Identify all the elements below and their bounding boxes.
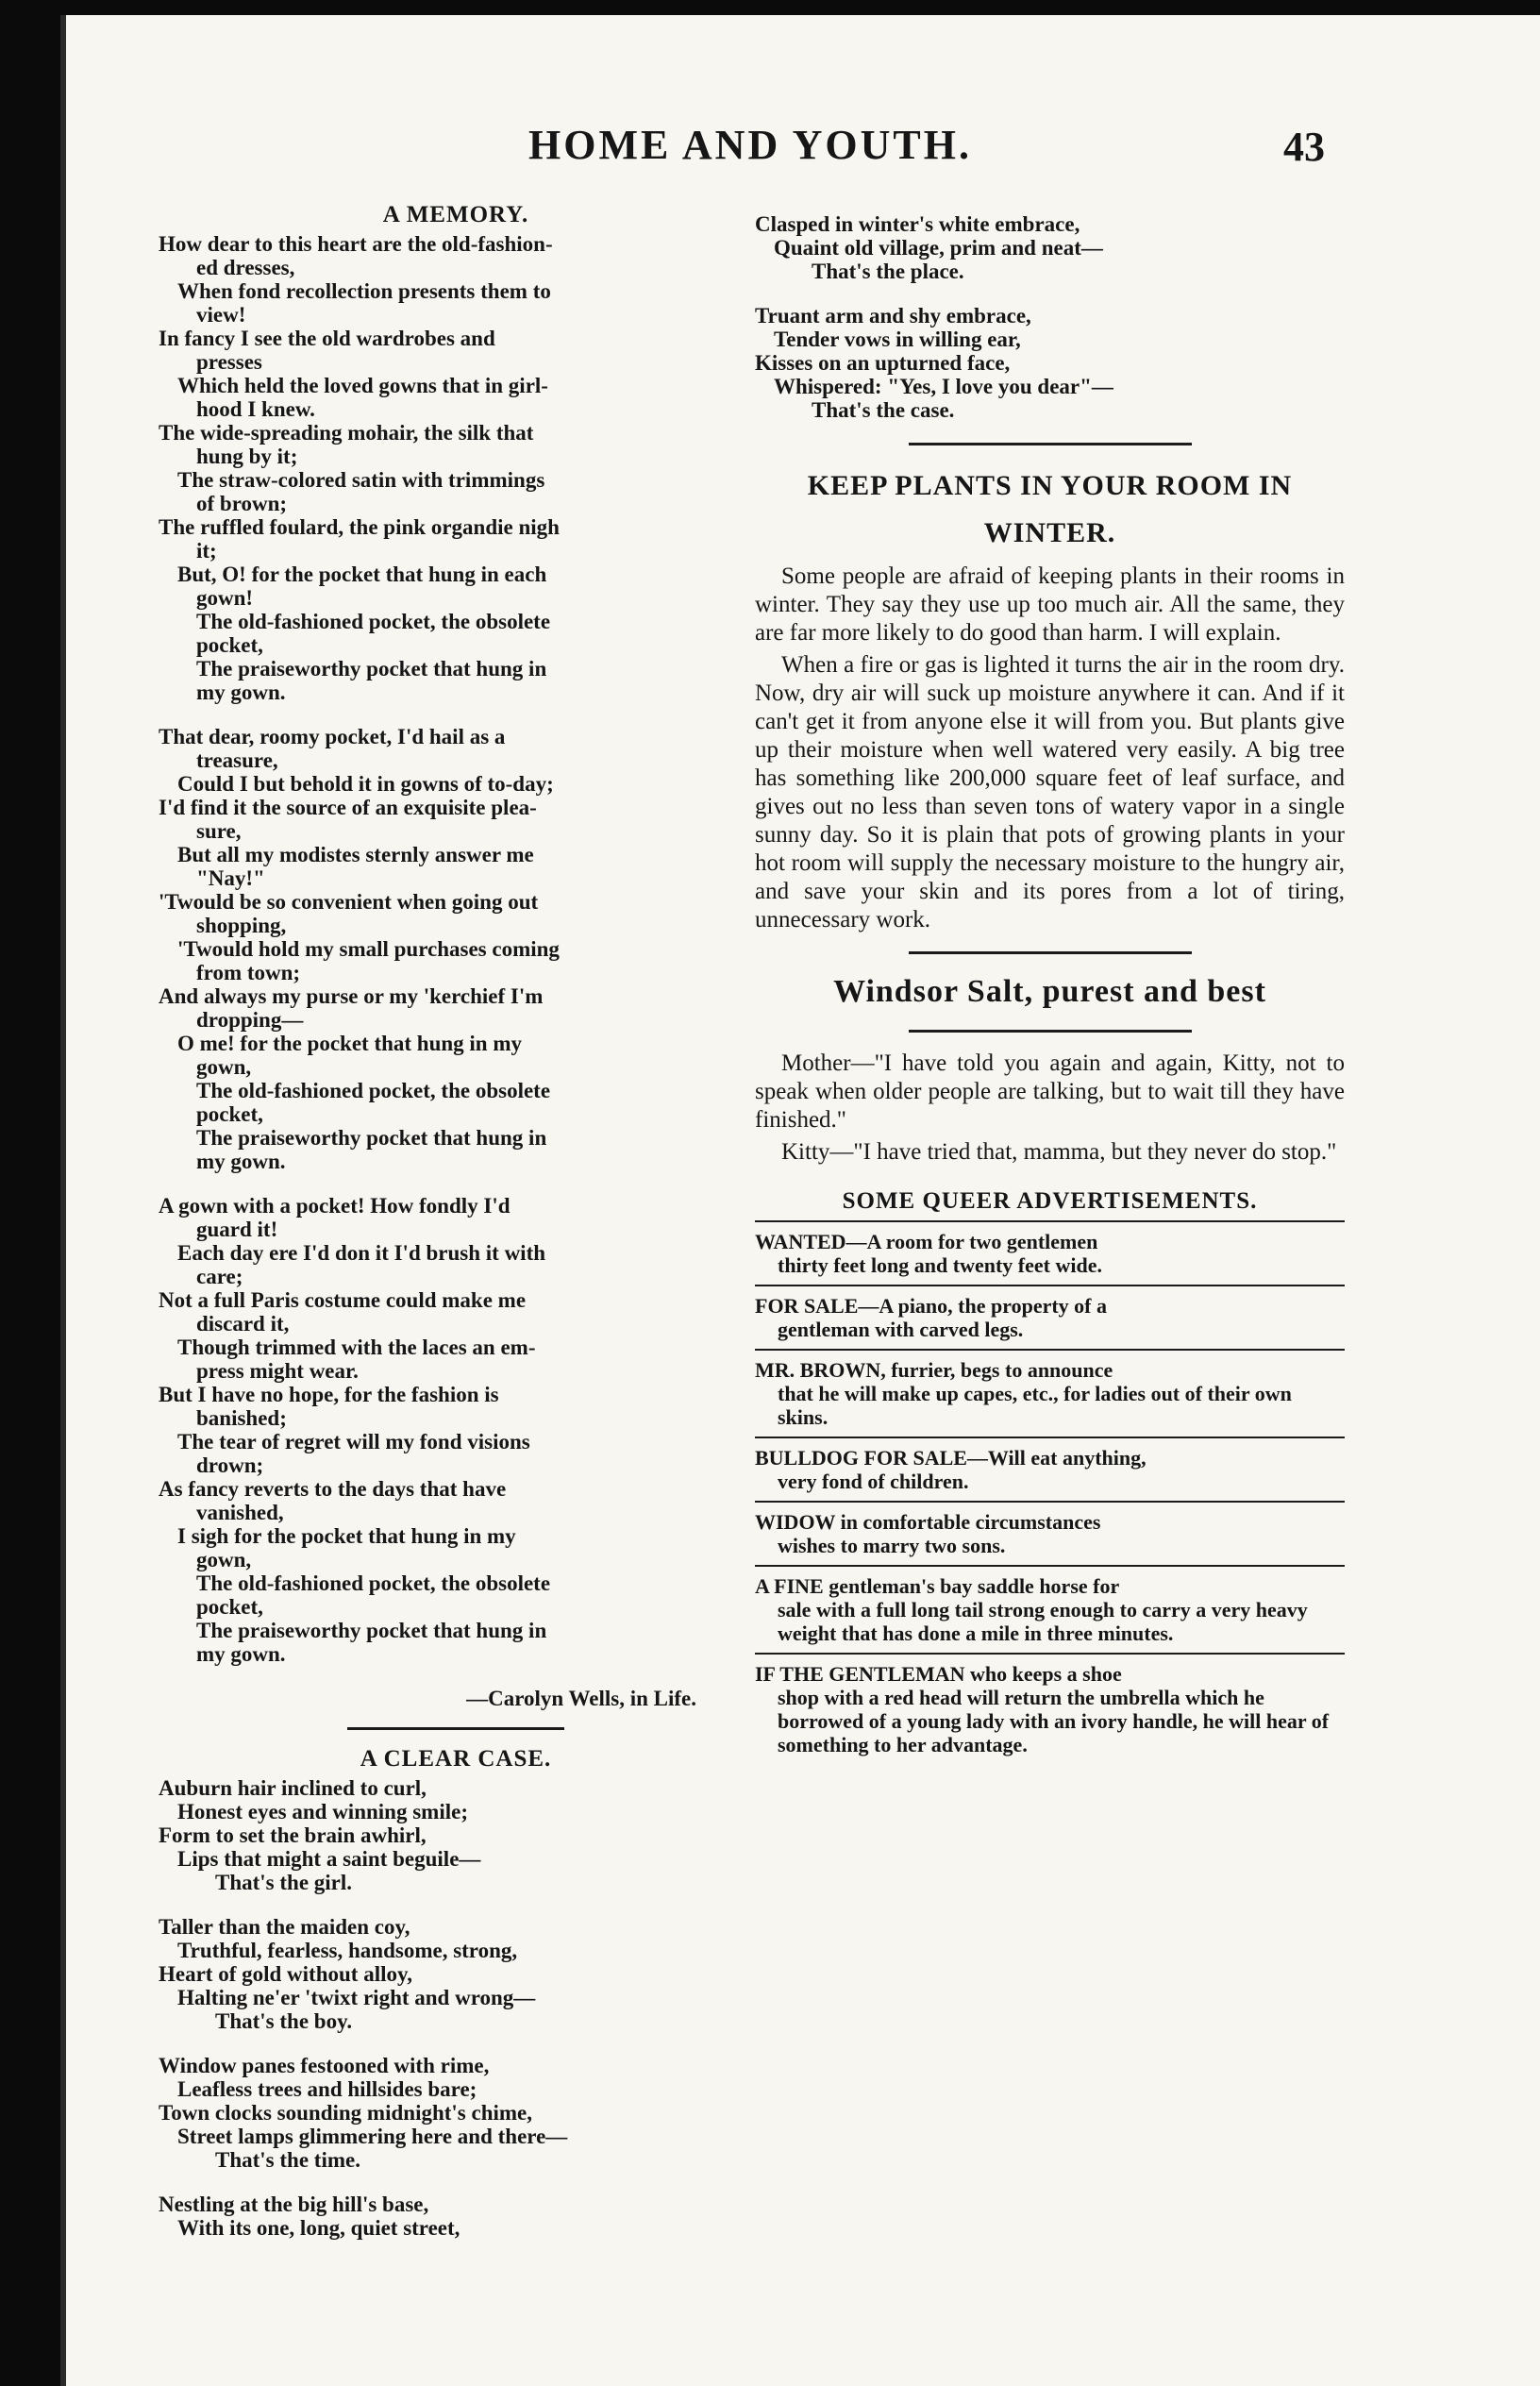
poem-line: Not a full Paris costume could make me — [159, 1288, 527, 1312]
ads-list — [755, 1220, 1345, 1756]
poem-line: Leafless trees and hillsides bare; — [177, 2077, 477, 2101]
poem-line: But all my modistes sternly answer me — [177, 843, 534, 866]
poem-line: from town; — [196, 961, 301, 984]
stanza — [159, 1776, 753, 1894]
page-number: 43 — [1283, 124, 1325, 170]
memory-attribution: —Carolyn Wells, in Life. — [466, 1687, 696, 1710]
poem-line: As fancy reverts to the days that have — [159, 1477, 507, 1501]
ad-item — [755, 1358, 1345, 1429]
ad-divider — [755, 1285, 1345, 1286]
ad-lead: WIDOW in comfortable circumstances — [755, 1510, 1101, 1534]
ad-body: wishes to marry two sons. — [778, 1534, 1006, 1557]
ad-lead: MR. BROWN, furrier, begs to announce — [755, 1358, 1113, 1382]
poem-line: Lips that might a saint beguile— — [177, 1847, 481, 1871]
clear-case-poem-continued — [755, 212, 1345, 422]
ad-lead: A FINE gentleman's bay saddle horse for — [755, 1574, 1120, 1598]
ad-divider — [755, 1501, 1345, 1503]
poem-line: And always my purse or my 'kerchief I'm — [159, 984, 544, 1008]
poem-line: Halting ne'er 'twixt right and wrong— — [177, 1986, 536, 2009]
poem-line: Though trimmed with the laces an em- — [177, 1336, 536, 1359]
poem-line: Honest eyes and winning smile; — [177, 1800, 468, 1823]
stanza — [159, 2054, 753, 2172]
ad-item — [755, 1446, 1345, 1493]
poem-line: In fancy I see the old wardrobes and — [159, 327, 495, 350]
ad-item — [755, 1294, 1345, 1341]
poem-line: That's the girl. — [215, 1871, 353, 1894]
plants-paragraph: When a fire or gas is lighted it turns the air in the room dry. Now, dry air will suck up moisture anywhere it can. And if it can't get it from anyone else it will from you. But plants give up their moisture when well watered very easily. A big tree has something like 200,000 square feet of leaf surface, and gives out no less than seven tons of watery vapor in a single sunny day. So it is plain that pots of growing plants in your hot room will supply the necessary moisture to the hungry air, and save your skin and its pores from a lot of tiring, unnecessary work. — [755, 652, 1345, 933]
ad-divider — [755, 1349, 1345, 1351]
poem-line: The tear of regret will my fond visions — [177, 1430, 530, 1453]
right-column — [755, 212, 1345, 1756]
ad-lead: FOR SALE—A piano, the property of a — [755, 1294, 1108, 1318]
page-binding-edge — [60, 15, 66, 2386]
poem-line: vanished, — [196, 1501, 284, 1524]
stanza — [159, 2193, 753, 2240]
poem-line: sure, — [196, 819, 242, 843]
poem-line: Nestling at the big hill's base, — [159, 2193, 429, 2216]
section-divider — [909, 1030, 1192, 1033]
poem-line: The old-fashioned pocket, the obsolete — [196, 610, 551, 633]
ad-item — [755, 1510, 1345, 1557]
poem-line: drown; — [196, 1453, 264, 1477]
kitty-anecdote — [755, 1050, 1345, 1167]
ad-item — [755, 1574, 1345, 1645]
poem-line: The straw-colored satin with trimmings — [177, 468, 545, 492]
ad-body: very fond of children. — [778, 1470, 969, 1493]
stanza — [159, 232, 753, 704]
poem-line: That's the boy. — [215, 2009, 353, 2033]
plants-article — [755, 563, 1345, 934]
stanza — [755, 304, 1345, 422]
poem-line: I sigh for the pocket that hung in my — [177, 1524, 516, 1548]
kitty-paragraph: Kitty—"I have tried that, mamma, but they never do stop." — [781, 1139, 1337, 1165]
memory-title: A MEMORY. — [382, 202, 529, 227]
poem-line: With its one, long, quiet street, — [177, 2216, 460, 2240]
poem-line: Whispered: "Yes, I love you dear"— — [774, 375, 1113, 398]
ad-lead: BULLDOG FOR SALE—Will eat anything, — [755, 1446, 1147, 1470]
poem-line: Town clocks sounding midnight's chime, — [159, 2101, 533, 2125]
plants-title-line2: WINTER. — [983, 517, 1116, 548]
poem-line: Taller than the maiden coy, — [159, 1915, 410, 1939]
poem-line: shopping, — [196, 914, 287, 937]
poem-line: banished; — [196, 1406, 287, 1430]
poem-line: A gown with a pocket! How fondly I'd — [159, 1194, 511, 1218]
poem-line: Window panes festooned with rime, — [159, 2054, 490, 2077]
poem-line: discard it, — [196, 1312, 290, 1336]
ad-lead: WANTED—A room for two gentlemen — [755, 1230, 1098, 1253]
poem-line: hung by it; — [196, 445, 298, 468]
poem-line: When fond recollection presents them to — [177, 279, 551, 303]
poem-line: my gown. — [196, 1642, 286, 1666]
windsor-salt-ad: Windsor Salt, purest and best — [833, 974, 1266, 1009]
plants-paragraph: Some people are afraid of keeping plants in their rooms in winter. They say they use up too much air. All the same, they are far more likely to do good than harm. I will explain. — [755, 563, 1345, 646]
poem-line: The old-fashioned pocket, the obsolete — [196, 1571, 551, 1595]
poem-line: The old-fashioned pocket, the obsolete — [196, 1079, 551, 1102]
poem-line: pocket, — [196, 633, 263, 657]
poem-line: That's the case. — [812, 398, 955, 422]
poem-line: That dear, roomy pocket, I'd hail as a — [159, 725, 506, 748]
poem-line: Each day ere I'd don it I'd brush it with — [177, 1241, 546, 1265]
ad-body: that he will make up capes, etc., for ladies out of their own skins. — [778, 1382, 1292, 1429]
poem-line: "Nay!" — [196, 866, 265, 890]
stanza — [159, 725, 753, 1173]
poem-line: The praiseworthy pocket that hung in — [196, 1126, 547, 1150]
ad-divider — [755, 1653, 1345, 1655]
poem-line: gown, — [196, 1548, 252, 1571]
poem-line: Form to set the brain awhirl, — [159, 1823, 427, 1847]
poem-line: Quaint old village, prim and neat— — [774, 236, 1103, 260]
ad-divider — [755, 1437, 1345, 1438]
poem-line: Tender vows in willing ear, — [774, 328, 1021, 351]
poem-line: That's the place. — [812, 260, 964, 283]
plants-title — [755, 462, 1345, 557]
poem-line: my gown. — [196, 681, 286, 704]
ads-title: SOME QUEER ADVERTISEMENTS. — [842, 1188, 1258, 1214]
memory-poem — [159, 232, 753, 1666]
ad-item — [755, 1662, 1345, 1756]
ad-lead: IF THE GENTLEMAN who keeps a shoe — [755, 1662, 1122, 1686]
poem-line: gown! — [196, 586, 254, 610]
poem-line: Truant arm and shy embrace, — [755, 304, 1031, 328]
poem-line: How dear to this heart are the old-fashion- — [159, 232, 553, 256]
poem-line: pocket, — [196, 1595, 263, 1619]
clear-case-poem — [159, 1776, 753, 2240]
poem-line: The wide-spreading mohair, the silk that — [159, 421, 534, 445]
ad-body: gentleman with carved legs. — [778, 1318, 1024, 1341]
running-header: HOME AND YOUTH. — [528, 122, 972, 168]
poem-line: presses — [196, 350, 262, 374]
poem-line: Could I but behold it in gowns of to-day; — [177, 772, 554, 796]
section-divider — [909, 951, 1192, 954]
poem-line: The ruffled foulard, the pink organdie nigh — [159, 515, 560, 539]
poem-line: press might wear. — [196, 1359, 359, 1383]
ad-divider — [755, 1565, 1345, 1567]
poem-line: gown, — [196, 1055, 252, 1079]
poem-line: hood I knew. — [196, 397, 315, 421]
poem-line: Clasped in winter's white embrace, — [755, 212, 1080, 236]
poem-line: That's the time. — [215, 2148, 360, 2172]
poem-line: Which held the loved gowns that in girl- — [177, 374, 548, 397]
poem-line: ed dresses, — [196, 256, 295, 279]
ad-body: shop with a red head will return the umbrella which he borrowed of a young lady with an ivory handle, he will hear of something to her advantage. — [778, 1686, 1330, 1756]
poem-line: The praiseworthy pocket that hung in — [196, 1619, 547, 1642]
stanza-continued — [755, 212, 1345, 283]
kitty-paragraph: Mother—"I have told you again and again, Kitty, not to speak when older people are talking, but to wait till they have finished." — [755, 1050, 1345, 1133]
poem-line: Truthful, fearless, handsome, strong, — [177, 1939, 518, 1962]
poem-line: treasure, — [196, 748, 278, 772]
ad-body: thirty feet long and twenty feet wide. — [778, 1253, 1102, 1277]
ad-item — [755, 1230, 1345, 1277]
poem-line: my gown. — [196, 1150, 286, 1173]
poem-line: it; — [196, 539, 217, 563]
poem-line: guard it! — [196, 1218, 278, 1241]
left-column — [159, 203, 753, 2240]
poem-line: Heart of gold without alloy, — [159, 1962, 412, 1986]
poem-line: But I have no hope, for the fashion is — [159, 1383, 499, 1406]
poem-line: O me! for the pocket that hung in my — [177, 1032, 523, 1055]
poem-line: Auburn hair inclined to curl, — [159, 1776, 427, 1800]
section-divider — [347, 1727, 564, 1730]
poem-line: I'd find it the source of an exquisite plea- — [159, 796, 537, 819]
ad-divider — [755, 1220, 1345, 1222]
poem-line: of brown; — [196, 492, 288, 515]
ad-body: sale with a full long tail strong enough to carry a very heavy weight that has done a mile in three minutes. — [778, 1598, 1308, 1645]
poem-line: care; — [196, 1265, 243, 1288]
poem-line: 'Twould hold my small purchases coming — [177, 937, 560, 961]
stanza — [159, 1194, 753, 1666]
poem-line: The praiseworthy pocket that hung in — [196, 657, 547, 681]
poem-line: pocket, — [196, 1102, 263, 1126]
poem-line: view! — [196, 303, 246, 327]
poem-line: Kisses on an upturned face, — [755, 351, 1011, 375]
poem-line: 'Twould be so convenient when going out — [159, 890, 539, 914]
poem-line: Street lamps glimmering here and there— — [177, 2125, 568, 2148]
section-divider — [909, 443, 1192, 445]
clear-case-title: A CLEAR CASE. — [360, 1746, 552, 1772]
poem-line: dropping— — [196, 1008, 304, 1032]
plants-title-line1: KEEP PLANTS IN YOUR ROOM IN — [807, 470, 1293, 501]
stanza — [159, 1915, 753, 2033]
poem-line: But, O! for the pocket that hung in each — [177, 563, 547, 586]
